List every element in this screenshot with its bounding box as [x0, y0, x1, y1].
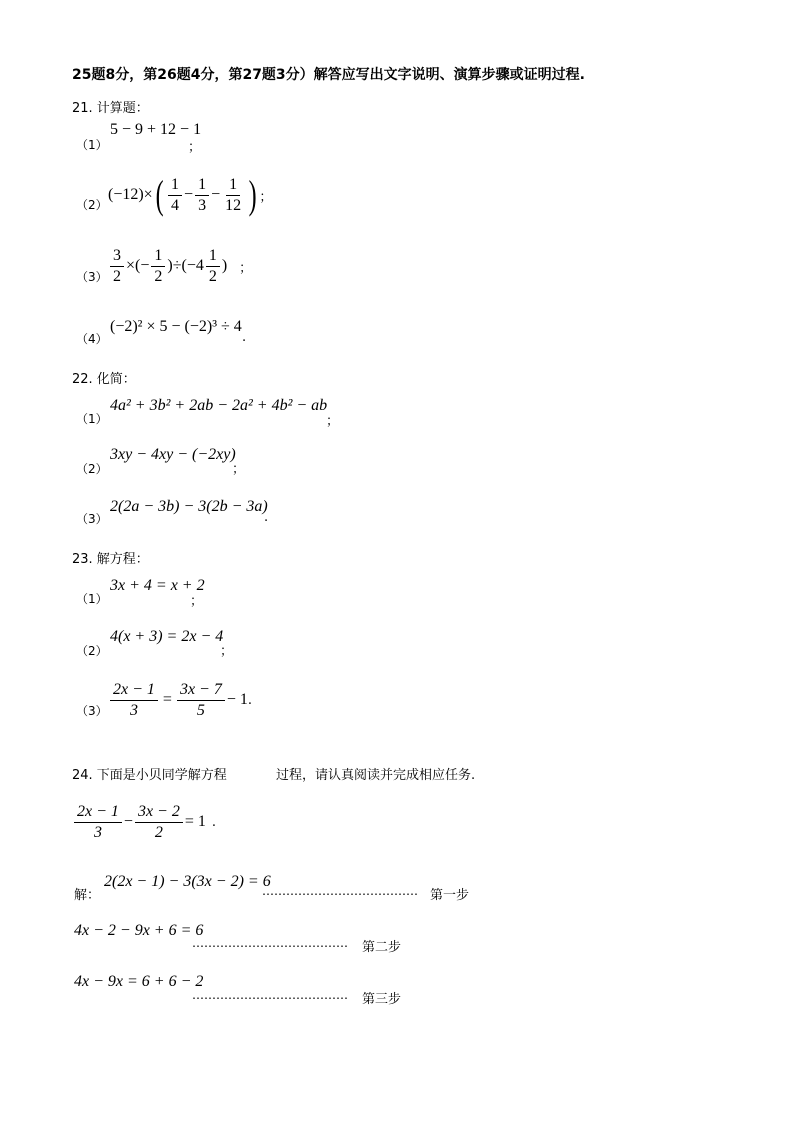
q21-problem-1: 5 − 9 + 12 − 1	[110, 121, 202, 138]
q22-problem-1-end: ；	[326, 414, 340, 429]
q24-step-1-name: 第一步	[430, 888, 470, 903]
q21-title: 21. 计算题：	[72, 101, 149, 116]
q24-step-1-dots: …………………………………	[262, 884, 418, 898]
fraction: $\frac{2x - 1}{3}$	[110, 680, 158, 721]
fraction: $\frac{1}{3}$	[195, 175, 209, 216]
q21-p3-op2: )÷(−4	[167, 257, 204, 274]
q21-label-3: （3）	[76, 270, 108, 284]
q22-problem-2-end: ；	[232, 462, 246, 477]
q21-problem-1-end: ；	[188, 140, 202, 155]
q21-problem-2	[108, 171, 272, 219]
q24-eq-tail: = 1	[184, 813, 206, 830]
q22-label-3: （3）	[76, 512, 108, 526]
q23-title: 23. 解方程：	[72, 552, 149, 567]
q21-label-4: （4）	[76, 332, 108, 346]
q23-problem-3	[108, 676, 252, 724]
q21-problem-3	[108, 243, 252, 289]
q23-problem-2: 4(x + 3) = 2x − 4	[110, 628, 224, 645]
q23-problem-2-end: ；	[220, 644, 234, 659]
q24-step-3-name: 第三步	[362, 992, 402, 1007]
q22-problem-3: 2(2a − 3b) − 3(2b − 3a)	[110, 498, 268, 515]
q22-label-1: （1）	[76, 412, 108, 426]
q24-step-2-expr: 4x − 2 − 9x + 6 = 6	[74, 922, 204, 939]
q21-label-2: （2）	[76, 198, 108, 212]
q21-problem-4-end: .	[242, 330, 247, 345]
q24-step-1-expr: 2(2x − 1) − 3(3x − 2) = 6	[104, 873, 271, 890]
q23-label-1: （1）	[76, 592, 108, 606]
q23-problem-1: 3x + 4 = x + 2	[110, 577, 205, 594]
q24-eq-end: .	[211, 814, 217, 830]
q23-problem-3-end: .	[247, 692, 253, 708]
q21-label-1: （1）	[76, 138, 108, 152]
fraction: $\frac{3x - 7}{5}$	[177, 680, 225, 721]
q22-problem-2: 3xy − 4xy − (−2xy)	[110, 446, 236, 463]
q21-p2-lead: (−12)×	[108, 186, 153, 203]
q24-intro-a: 24. 下面是小贝同学解方程	[72, 768, 227, 783]
minus: −	[123, 813, 133, 830]
q24-equation	[72, 798, 216, 846]
q22-problem-1: 4a² + 3b² + 2ab − 2a² + 4b² − ab	[110, 397, 328, 414]
equals: =	[162, 691, 172, 708]
section-header: 25题8分，第26题4分，第27题3分）解答应写出文字说明、演算步骤或证明过程.	[72, 67, 585, 83]
q21-p3-close: )	[221, 257, 228, 274]
fraction: $\frac{3x - 2}{2}$	[135, 802, 183, 843]
q21-problem-2-end: ；	[259, 189, 273, 205]
minus: −	[184, 186, 194, 203]
q22-title: 22. 化简：	[72, 372, 136, 387]
left-paren: (	[155, 172, 164, 217]
q23-problem-1-end: ；	[190, 594, 204, 609]
q21-problem-4: (−2)² × 5 − (−2)³ ÷ 4	[110, 318, 242, 335]
fraction: $\frac{1}{12}$	[225, 175, 242, 214]
fraction: $\frac{1}{4}$	[168, 175, 182, 216]
right-paren: )	[248, 172, 257, 217]
q22-label-2: （2）	[76, 462, 108, 476]
minus: −	[211, 186, 221, 203]
fraction: $\frac{2x - 1}{3}$	[74, 802, 122, 843]
fraction: $\frac{1}{2}$	[206, 246, 220, 287]
q24-step-2-dots: …………………………………	[192, 936, 348, 950]
q23-p3-tail: − 1	[226, 691, 248, 708]
q21-p3-op1: ×(−	[126, 257, 150, 274]
fraction: $\frac{3}{2}$	[110, 246, 124, 287]
q24-step-3-expr: 4x − 9x = 6 + 6 − 2	[74, 973, 204, 990]
fraction: $\frac{1}{2}$	[151, 246, 165, 287]
q24-intro-b: 过程，请认真阅读并完成相应任务.	[276, 768, 476, 783]
q21-problem-3-end: ；	[239, 260, 253, 276]
q24-step-2-name: 第二步	[362, 940, 402, 955]
q23-label-2: （2）	[76, 644, 108, 658]
q24-solve-label: 解：	[74, 888, 101, 903]
q23-label-3: （3）	[76, 704, 108, 718]
q22-problem-3-end: .	[264, 510, 269, 525]
q24-step-3-dots: …………………………………	[192, 988, 348, 1002]
